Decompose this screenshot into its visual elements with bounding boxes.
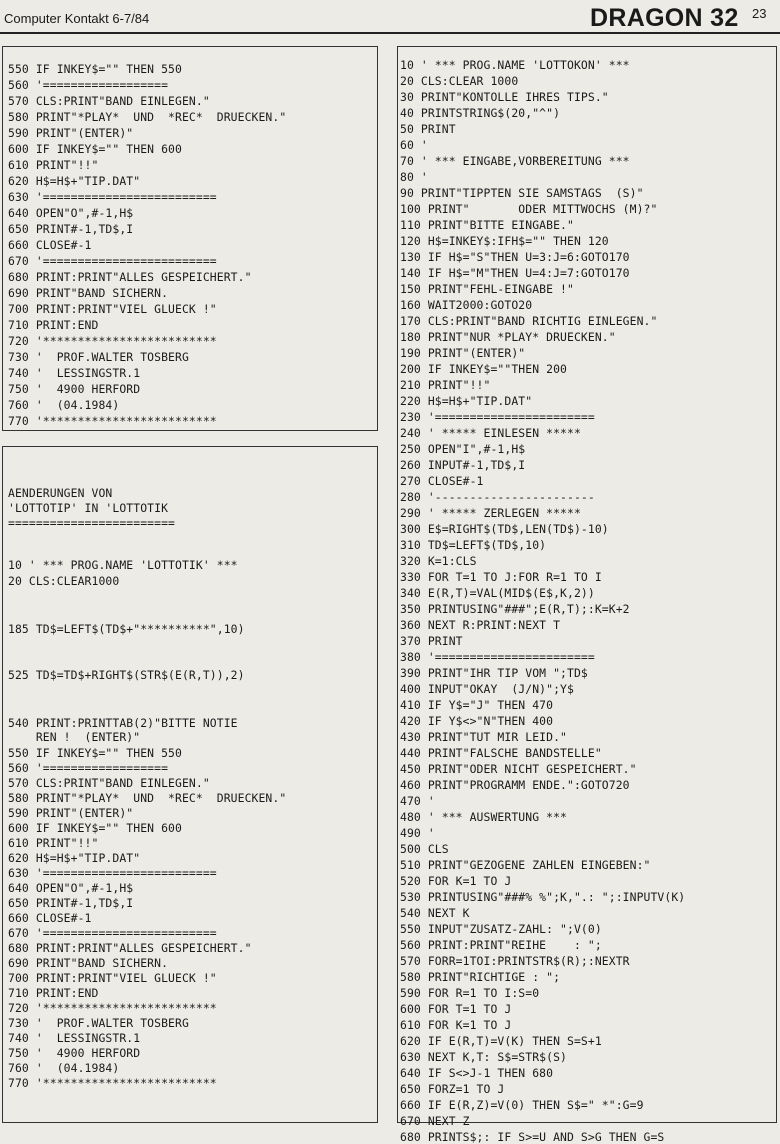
code-line: 670 '========================= [8, 254, 217, 268]
code-line: 610 PRINT"!!" [8, 158, 99, 172]
code-line: 640 OPEN"O",#-1,H$ [8, 881, 134, 895]
code-line: 680 PRINT:PRINT"ALLES GESPEICHERT." [8, 270, 252, 284]
code-line: 660 IF E(R,Z)=V(0) THEN S$=" *":G=9 [400, 1098, 644, 1112]
code-line: 560 PRINT:PRINT"REIHE : "; [400, 938, 602, 952]
code-line: 590 FOR R=1 TO I:S=0 [400, 986, 540, 1000]
code-line: 550 IF INKEY$="" THEN 550 [8, 62, 182, 76]
code-line: 160 WAIT2000:GOTO20 [400, 298, 533, 312]
code-line: 630 '========================= [8, 190, 217, 204]
code-line: 620 H$=H$+"TIP.DAT" [8, 174, 141, 188]
code-line: REN ! (ENTER)" [8, 730, 141, 744]
code-line: 60 ' [400, 138, 428, 152]
page-title: DRAGON 32 [590, 4, 739, 32]
code-line: 150 PRINT"FEHL-EINGABE !" [400, 282, 574, 296]
code-line: 740 ' LESSINGSTR.1 [8, 1031, 141, 1045]
code-line: 730 ' PROF.WALTER TOSBERG [8, 350, 189, 364]
code-line: 560 '================== [8, 761, 169, 775]
code-line: 220 H$=H$+"TIP.DAT" [400, 394, 533, 408]
code-line: 10 ' *** PROG.NAME 'LOTTOTIK' *** [8, 558, 238, 572]
code-line: 20 CLS:CLEAR 1000 [400, 74, 519, 88]
header-rule [0, 32, 780, 34]
code-line: 570 FORR=1TOI:PRINTSTR$(R);:NEXTR [400, 954, 630, 968]
code-line: 70 ' *** EINGABE,VORBEREITUNG *** [400, 154, 630, 168]
code-line: 520 FOR K=1 TO J [400, 874, 512, 888]
code-line: 260 INPUT#-1,TD$,I [400, 458, 526, 472]
code-line: 200 IF INKEY$=""THEN 200 [400, 362, 567, 376]
code-line: 100 PRINT" ODER MITTWOCHS (M)?" [400, 202, 658, 216]
code-line: 730 ' PROF.WALTER TOSBERG [8, 1016, 189, 1030]
code-line: 90 PRINT"TIPPTEN SIE SAMSTAGS (S)" [400, 186, 644, 200]
code-line: 660 CLOSE#-1 [8, 911, 92, 925]
listing-box-bottom-left [2, 446, 378, 1123]
code-line: 310 TD$=LEFT$(TD$,10) [400, 538, 547, 552]
code-line: 770 '************************* [8, 414, 217, 428]
code-line: 690 PRINT"BAND SICHERN. [8, 286, 169, 300]
code-line: 740 ' LESSINGSTR.1 [8, 366, 141, 380]
code-line: 420 IF Y$<>"N"THEN 400 [400, 714, 554, 728]
code-line: 180 PRINT"NUR *PLAY* DRUECKEN." [400, 330, 616, 344]
code-line: 240 ' ***** EINLESEN ***** [400, 426, 581, 440]
code-line: 670 NEXT Z [400, 1114, 470, 1128]
code-line: 770 '************************* [8, 1076, 217, 1090]
code-line: 440 PRINT"FALSCHE BANDSTELLE" [400, 746, 602, 760]
code-line: 540 PRINT:PRINTTAB(2)"BITTE NOTIE [8, 716, 238, 730]
code-line: 525 TD$=TD$+RIGHT$(STR$(E(R,T)),2) [8, 668, 245, 682]
code-line: 500 CLS [400, 842, 449, 856]
code-line: 400 INPUT"OKAY (J/N)";Y$ [400, 682, 574, 696]
code-line: 600 IF INKEY$="" THEN 600 [8, 821, 182, 835]
magazine-issue: Computer Kontakt 6-7/84 [4, 11, 150, 26]
code-line: 530 PRINTUSING"###% %";K,".: ";:INPUTV(K) [400, 890, 686, 904]
code-line: 110 PRINT"BITTE EINGABE." [400, 218, 574, 232]
code-line: 380 '======================= [400, 650, 595, 664]
code-line: 'LOTTOTIP' IN 'LOTTOTIK [8, 501, 169, 515]
code-line: 230 '======================= [400, 410, 595, 424]
code-line: ======================== [8, 516, 175, 530]
code-line: 270 CLOSE#-1 [400, 474, 484, 488]
code-line: 630 NEXT K,T: S$=STR$(S) [400, 1050, 567, 1064]
code-line: 750 ' 4900 HERFORD [8, 382, 141, 396]
page-header [0, 0, 780, 34]
code-line: 680 PRINT:PRINT"ALLES GESPEICHERT." [8, 941, 252, 955]
code-line: 320 K=1:CLS [400, 554, 477, 568]
code-line: 610 PRINT"!!" [8, 836, 99, 850]
code-line: 700 PRINT:PRINT"VIEL GLUECK !" [8, 971, 217, 985]
code-line: 590 PRINT"(ENTER)" [8, 806, 134, 820]
code-line: 600 IF INKEY$="" THEN 600 [8, 142, 182, 156]
code-line: 300 E$=RIGHT$(TD$,LEN(TD$)-10) [400, 522, 609, 536]
code-line: 640 IF S<>J-1 THEN 680 [400, 1066, 554, 1080]
code-line: 580 PRINT"*PLAY* UND *REC* DRUECKEN." [8, 110, 287, 124]
code-line: 20 CLS:CLEAR1000 [8, 574, 120, 588]
code-line: 190 PRINT"(ENTER)" [400, 346, 526, 360]
code-line: 50 PRINT [400, 122, 456, 136]
code-line: 350 PRINTUSING"###";E(R,T);:K=K+2 [400, 602, 630, 616]
code-line: 650 FORZ=1 TO J [400, 1082, 505, 1096]
code-line: 330 FOR T=1 TO J:FOR R=1 TO I [400, 570, 602, 584]
code-line: 650 PRINT#-1,TD$,I [8, 222, 134, 236]
code-line: 630 '========================= [8, 866, 217, 880]
code-line: 450 PRINT"ODER NICHT GESPEICHERT." [400, 762, 637, 776]
code-line: 250 OPEN"I",#-1,H$ [400, 442, 526, 456]
code-line: 280 '----------------------- [400, 490, 595, 504]
code-line: 550 INPUT"ZUSATZ-ZAHL: ";V(0) [400, 922, 602, 936]
code-line: 140 IF H$="M"THEN U=4:J=7:GOTO170 [400, 266, 630, 280]
code-line: 710 PRINT:END [8, 986, 99, 1000]
code-line: 580 PRINT"RICHTIGE : "; [400, 970, 561, 984]
code-line: 10 ' *** PROG.NAME 'LOTTOKON' *** [400, 58, 630, 72]
code-line: AENDERUNGEN VON [8, 486, 113, 500]
code-line: 40 PRINTSTRING$(20,"^") [400, 106, 561, 120]
code-line: 680 PRINTS$;: IF S>=U AND S>G THEN G=S [400, 1130, 665, 1144]
code-line: 510 PRINT"GEZOGENE ZAHLEN EINGEBEN:" [400, 858, 651, 872]
code-line: 600 FOR T=1 TO J [400, 1002, 512, 1016]
code-line: 460 PRINT"PROGRAMM ENDE.":GOTO720 [400, 778, 630, 792]
code-line: 490 ' [400, 826, 435, 840]
code-line: 120 H$=INKEY$:IFH$="" THEN 120 [400, 234, 609, 248]
code-line: 210 PRINT"!!" [400, 378, 491, 392]
code-line: 620 IF E(R,T)=V(K) THEN S=S+1 [400, 1034, 602, 1048]
code-line: 570 CLS:PRINT"BAND EINLEGEN." [8, 776, 210, 790]
code-line: 650 PRINT#-1,TD$,I [8, 896, 134, 910]
code-line: 620 H$=H$+"TIP.DAT" [8, 851, 141, 865]
code-line: 720 '************************* [8, 1001, 217, 1015]
code-line: 760 ' (04.1984) [8, 398, 120, 412]
code-line: 340 E(R,T)=VAL(MID$(E$,K,2)) [400, 586, 595, 600]
code-line: 590 PRINT"(ENTER)" [8, 126, 134, 140]
code-line: 390 PRINT"IHR TIP VOM ";TD$ [400, 666, 588, 680]
code-line: 290 ' ***** ZERLEGEN ***** [400, 506, 581, 520]
code-line: 410 IF Y$="J" THEN 470 [400, 698, 554, 712]
code-line: 570 CLS:PRINT"BAND EINLEGEN." [8, 94, 210, 108]
code-line: 670 '========================= [8, 926, 217, 940]
code-line: 540 NEXT K [400, 906, 470, 920]
code-line: 750 ' 4900 HERFORD [8, 1046, 141, 1060]
code-line: 130 IF H$="S"THEN U=3:J=6:GOTO170 [400, 250, 630, 264]
code-line: 185 TD$=LEFT$(TD$+"**********",10) [8, 622, 245, 636]
code-line: 660 CLOSE#-1 [8, 238, 92, 252]
code-line: 610 FOR K=1 TO J [400, 1018, 512, 1032]
code-line: 720 '************************* [8, 334, 217, 348]
code-line: 470 ' [400, 794, 435, 808]
code-line: 370 PRINT [400, 634, 463, 648]
code-line: 550 IF INKEY$="" THEN 550 [8, 746, 182, 760]
code-line: 80 ' [400, 170, 428, 184]
code-line: 690 PRINT"BAND SICHERN. [8, 956, 169, 970]
code-line: 580 PRINT"*PLAY* UND *REC* DRUECKEN." [8, 791, 287, 805]
code-line: 30 PRINT"KONTOLLE IHRES TIPS." [400, 90, 609, 104]
code-line: 170 CLS:PRINT"BAND RICHTIG EINLEGEN." [400, 314, 658, 328]
code-line: 430 PRINT"TUT MIR LEID." [400, 730, 567, 744]
code-line: 640 OPEN"O",#-1,H$ [8, 206, 134, 220]
listing-box-right [397, 46, 777, 1144]
code-line: 360 NEXT R:PRINT:NEXT T [400, 618, 561, 632]
page-number: 23 [752, 6, 767, 21]
code-line: 760 ' (04.1984) [8, 1061, 120, 1075]
code-line: 560 '================== [8, 78, 169, 92]
code-line: 480 ' *** AUSWERTUNG *** [400, 810, 567, 824]
listing-box-top-left [2, 46, 378, 431]
code-line: 700 PRINT:PRINT"VIEL GLUECK !" [8, 302, 217, 316]
code-line: 710 PRINT:END [8, 318, 99, 332]
